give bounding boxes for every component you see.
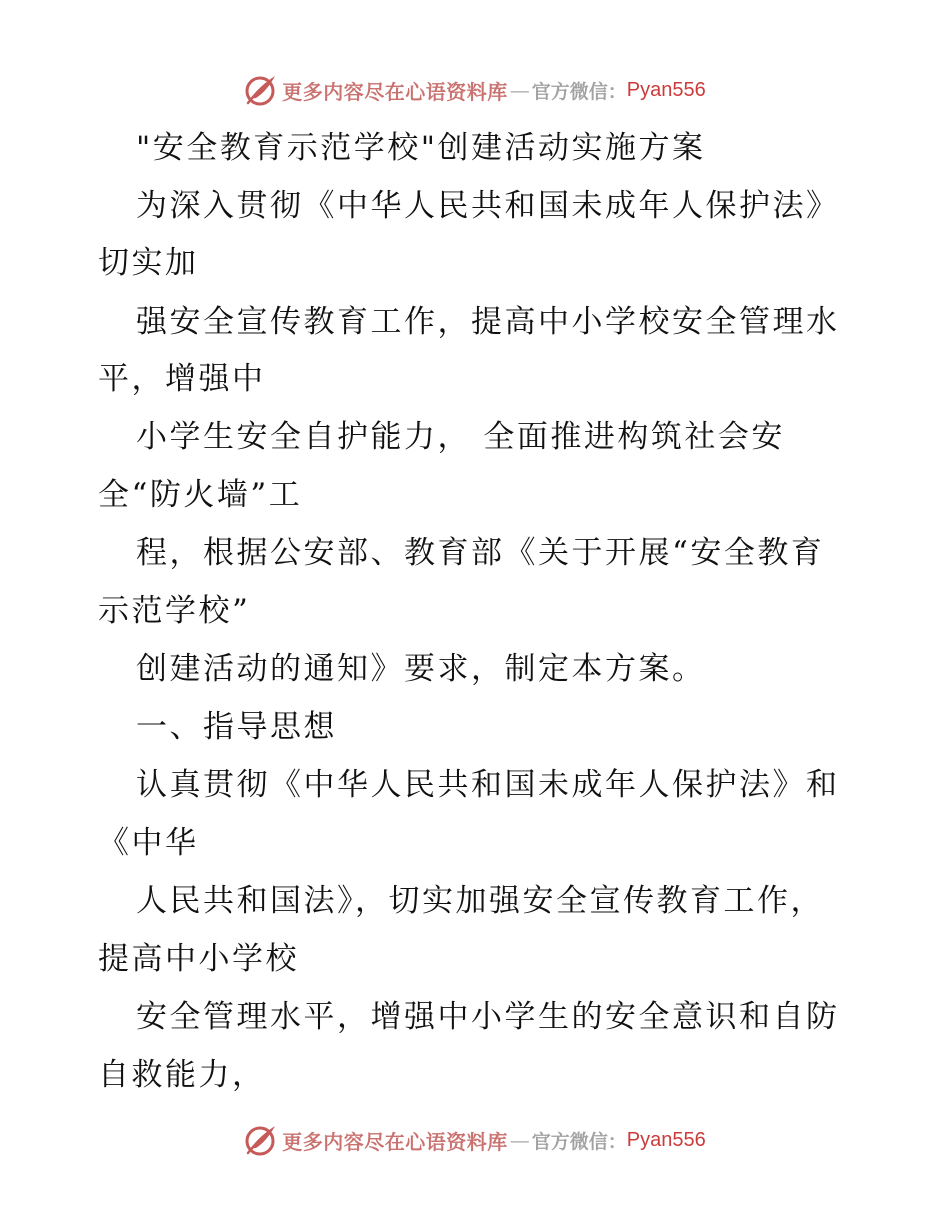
paragraph-line: 程，根据公安部、教育部《关于开展“安全教育 [136,535,825,571]
banner-wechat-label: 官方微信： [531,1130,627,1153]
banner-dash: — [509,78,530,102]
banner-wechat-id: Pyan556 [626,1128,706,1151]
paragraph-line: 强安全宣传教育工作，提高中小学校安全管理水 [136,304,840,340]
banner-site-text: 更多内容尽在心语资料库 [282,1129,508,1154]
banner-dash: — [509,1128,530,1152]
paragraph-line: 认真贯彻《中华人民共和国未成年人保护法》和 [136,767,840,803]
paragraph-line: 小学生安全自护能力， 全面推进构筑社会安 [136,419,785,455]
paragraph-line: 为深入贯彻《中华人民共和国未成年人保护法》 [136,188,840,224]
banner-wechat-label: 官方微信： [531,80,627,103]
paragraph-line: 《中华 [98,825,199,861]
paragraph-line: 创建活动的通知》要求，制定本方案。 [136,651,706,687]
section-heading: 一、指导思想 [136,709,337,745]
footer-watermark-banner [0,1120,950,1160]
paragraph-line: 安全管理水平，增强中小学生的安全意识和自防 [136,999,840,1035]
paragraph-line: 自救能力， [98,1057,266,1093]
banner-site-text: 更多内容尽在心语资料库 [282,79,508,104]
quill-logo-icon [244,73,278,107]
quill-logo-icon [244,1123,278,1157]
paragraph-line: 全“防火墙”工 [98,477,303,513]
paragraph-line: 提高中小学校 [98,941,299,977]
paragraph-line: 切实加 [98,245,199,281]
banner-wechat-id: Pyan556 [626,78,706,101]
header-watermark-banner [0,70,950,110]
paragraph-line: 人民共和国法》，切实加强安全宣传教育工作， [136,883,824,919]
document-title: "安全教育示范学校"创建活动实施方案 [136,130,706,166]
paragraph-line: 示范学校” [98,593,251,629]
paragraph-line: 平，增强中 [98,361,266,397]
